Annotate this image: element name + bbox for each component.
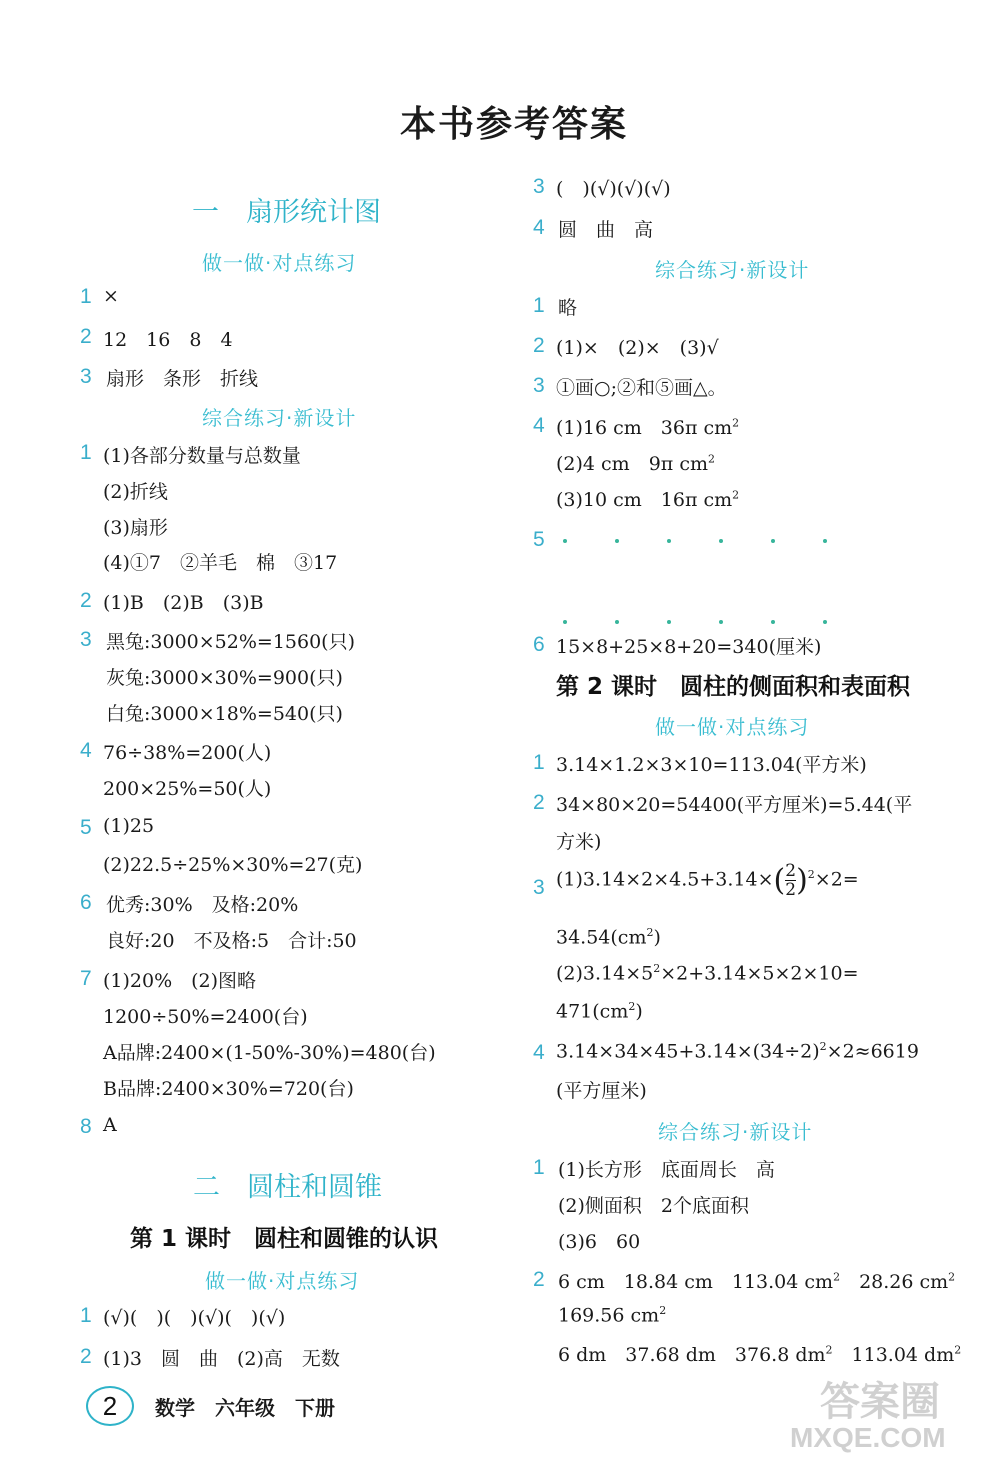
answer-text: (2)侧面积 2个底面积 — [558, 1195, 750, 1217]
answer-text: 优秀:30% 及格:20% — [106, 894, 299, 916]
answer-text: (1)16 cm 36π $cm^2$ — [556, 416, 740, 439]
question-number: 1 — [533, 294, 545, 317]
answer-text: (1)× (2)× (3)√ — [556, 337, 719, 359]
answer-text: ①画○;②和⑤画△。 — [556, 377, 727, 399]
question-number: 7 — [80, 967, 92, 990]
question-number: 3 — [533, 876, 545, 899]
answer-part: (2)4 cm 9π cm — [556, 453, 708, 475]
answer-text: (平方厘米) — [556, 1080, 647, 1102]
fraction-numerator: 2 — [785, 861, 797, 881]
page-title: 本书参考答案 — [400, 103, 629, 145]
answer-text: (√)( )( )(√)( )(√) — [103, 1307, 286, 1329]
answer-part: (1)3.14×2×4.5+3.14× — [556, 868, 774, 891]
answer-text: (1)3.14×2×4.5+3.14×( $\frac{2}{2}$ )$^2$×2= — [556, 861, 859, 900]
dot-figure-bottom — [563, 609, 875, 628]
question-number: 1 — [80, 285, 92, 308]
question-number: 1 — [80, 441, 92, 464]
answer-text: (3)6 60 — [558, 1231, 641, 1253]
answer-text: B品牌:2400×30%=720(台) — [103, 1078, 354, 1100]
answer-text: (3)扇形 — [103, 517, 168, 539]
fraction-denominator: 2 — [785, 880, 797, 900]
answer-part: (2)3.14×5 — [556, 962, 654, 985]
answer-text: 方米) — [556, 831, 602, 853]
answer-text: (1)长方形 底面周长 高 — [558, 1159, 775, 1181]
section-heading-comprehensive: 综合练习·新设计 — [202, 406, 357, 430]
answer-part: (1)16 cm 36π cm — [556, 417, 733, 439]
question-number: 3 — [533, 374, 545, 397]
answer-text: 6 dm 37.68 dm 376.8 $dm^2$ 113.04 $dm^2$ — [558, 1343, 962, 1366]
answer-text: 200×25%=50(人) — [103, 778, 272, 800]
answer-text: (1)20% (2)图略 — [103, 970, 257, 992]
section-heading-comprehensive: 综合练习·新设计 — [658, 1120, 813, 1144]
answer-text: × — [103, 285, 119, 307]
answer-part: ×2≈6619 — [826, 1040, 919, 1063]
question-number: 2 — [80, 325, 92, 348]
chapter-title-1: 一 扇形统计图 — [192, 197, 381, 228]
chapter-title-2: 二 圆柱和圆锥 — [193, 1172, 382, 1203]
answer-text: 15×8+25×8+20=340(厘米) — [556, 636, 822, 658]
answer-part: ×2= — [814, 868, 859, 891]
question-number: 3 — [80, 628, 92, 651]
answer-text: 良好:20 不及格:5 合计:50 — [106, 930, 357, 952]
answer-text: 1200÷50%=2400(台) — [103, 1006, 308, 1028]
lesson-title-1: 第 1 课时 圆柱和圆锥的认识 — [130, 1226, 439, 1252]
question-number: 5 — [533, 528, 545, 551]
answer-text: (2)22.5÷25%×30%=27(克) — [103, 854, 363, 876]
answer-text: 76÷38%=200(人) — [103, 742, 272, 764]
section-heading-practice: 做一做·对点练习 — [202, 251, 357, 275]
answer-text: 白兔:3000×18%=540(只) — [106, 703, 343, 725]
question-number: 4 — [533, 216, 545, 239]
answer-text: (2)4 cm 9π $cm^2$ — [556, 452, 715, 475]
question-number: 5 — [80, 816, 92, 839]
answer-text: (1)3 圆 曲 (2)高 无数 — [103, 1348, 340, 1370]
answer-part: 113.04 dm — [832, 1344, 955, 1366]
answer-text: 扇形 条形 折线 — [106, 368, 259, 390]
question-number: 1 — [80, 1304, 92, 1327]
answer-text: 34×80×20=54400(平方厘米)=5.44(平 — [556, 794, 913, 816]
answer-text: 圆 曲 高 — [558, 219, 654, 241]
answer-text: 灰兔:3000×30%=900(只) — [106, 667, 343, 689]
question-number: 3 — [80, 365, 92, 388]
section-heading-practice: 做一做·对点练习 — [655, 715, 810, 739]
answer-part: (3)10 cm 16π cm — [556, 489, 733, 511]
answer-part: 28.26 cm — [840, 1271, 949, 1293]
question-number: 4 — [533, 1041, 545, 1064]
answer-text: ( )(√)(√)(√) — [556, 178, 671, 200]
answer-part: 169.56 cm — [558, 1304, 660, 1327]
answer-text: $3.14\times 34\times 45+3.14\times(34\div 2)^2\times 2\approx 6619$ — [556, 1040, 919, 1063]
answer-text: 6 cm 18.84 cm 113.04 $cm^2$ 28.26 $cm^2$ — [558, 1270, 956, 1293]
watermark-logo: 答案圈 — [820, 1379, 940, 1425]
question-number: 2 — [533, 791, 545, 814]
question-number: 2 — [80, 589, 92, 612]
question-number: 1 — [533, 751, 545, 774]
answer-text: (2)折线 — [103, 481, 168, 503]
watermark-url: MXQE.COM — [790, 1422, 946, 1453]
answer-text: 12 16 8 4 — [103, 329, 233, 351]
answer-text: $(2)3.14\times 5^2\times 2+3.14\times 5\times 2\times 10=$ — [556, 962, 859, 985]
answer-part: 471(cm — [556, 1000, 629, 1023]
question-number: 2 — [533, 1268, 545, 1291]
dot-figure-top — [563, 528, 875, 547]
answer-part: ×2+3.14×5×2×10= — [660, 962, 859, 985]
answer-text: 略 — [558, 297, 578, 319]
section-heading-practice: 做一做·对点练习 — [205, 1269, 360, 1293]
answer-text: (3)10 cm 16π $cm^2$ — [556, 488, 740, 511]
answer-text: (1)B (2)B (3)B — [103, 592, 264, 614]
answer-part: 6 cm 18.84 cm 113.04 cm — [558, 1271, 834, 1293]
question-number: 1 — [533, 1156, 545, 1179]
answer-text: (1)各部分数量与总数量 — [103, 445, 301, 467]
question-number: 2 — [80, 1345, 92, 1368]
answer-text: 黑兔:3000×52%=1560(只) — [106, 631, 356, 653]
question-number: 8 — [80, 1115, 92, 1138]
answer-text: A — [103, 1114, 117, 1136]
answer-text: A品牌:2400×(1-50%-30%)=480(台) — [103, 1042, 436, 1064]
section-heading-comprehensive: 综合练习·新设计 — [655, 258, 810, 282]
answer-part: 34.54(cm — [556, 926, 647, 949]
answer-text: 3.14×1.2×3×10=113.04(平方米) — [556, 754, 867, 776]
question-number: 3 — [533, 175, 545, 198]
page-number-badge: 2 — [86, 1386, 134, 1426]
answer-text: (4)①7 ②羊毛 棉 ③17 — [103, 552, 338, 574]
answer-text: $471(cm^2)$ — [556, 1000, 643, 1023]
answer-text: 169.56 $cm^2$ — [558, 1304, 667, 1327]
question-number: 6 — [80, 891, 92, 914]
question-number: 4 — [80, 739, 92, 762]
question-number: 4 — [533, 414, 545, 437]
answer-text: (1)25 — [103, 815, 155, 837]
answer-part: 6 dm 37.68 dm 376.8 dm — [558, 1344, 826, 1366]
book-info: 数学 六年级 下册 — [155, 1396, 335, 1420]
question-number: 6 — [533, 633, 545, 656]
fraction — [785, 862, 796, 899]
question-number: 2 — [533, 334, 545, 357]
answer-part: 3.14×34×45+3.14×(34÷2) — [556, 1040, 820, 1063]
lesson-title-2: 第 2 课时 圆柱的侧面积和表面积 — [556, 674, 911, 700]
answer-text: $34.54(cm^2)$ — [556, 926, 661, 949]
